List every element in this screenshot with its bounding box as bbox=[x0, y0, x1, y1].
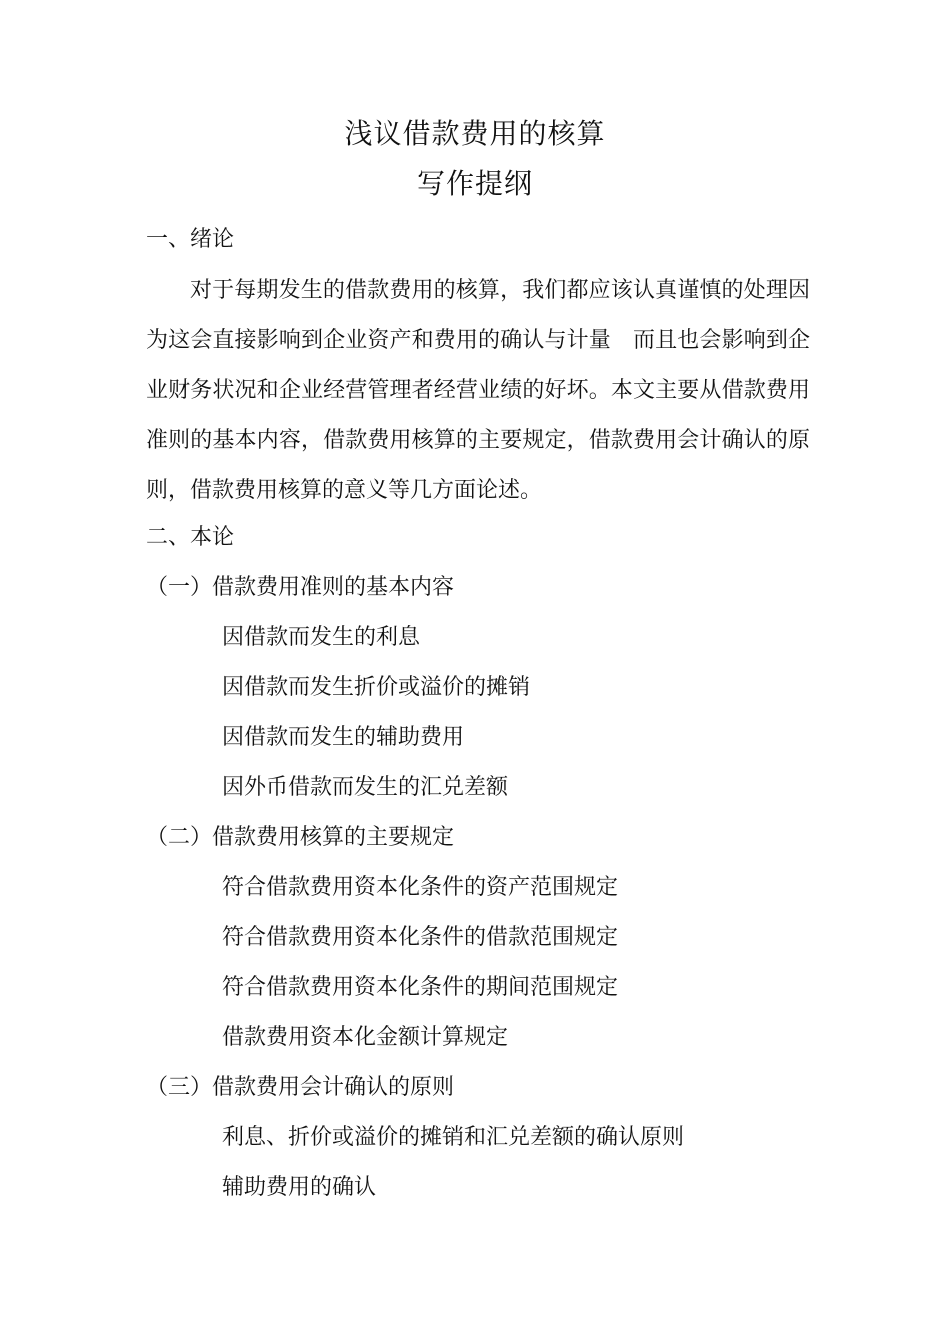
subsection-heading-1: （一）借款费用准则的基本内容 bbox=[146, 575, 455, 600]
subsection-heading-3: （三）借款费用会计确认的原则 bbox=[146, 1075, 455, 1100]
list-item: 利息、折价或溢价的摊销和汇兑差额的确认原则 bbox=[222, 1125, 685, 1150]
list-item: 因借款而发生的利息 bbox=[222, 625, 421, 650]
list-item: 符合借款费用资本化条件的期间范围规定 bbox=[222, 975, 619, 1000]
list-item: 符合借款费用资本化条件的借款范围规定 bbox=[222, 925, 619, 950]
list-item: 因借款而发生折价或溢价的摊销 bbox=[222, 675, 531, 700]
document-subtitle: 写作提纲 bbox=[416, 167, 533, 200]
section-heading-body: 二、本论 bbox=[146, 525, 235, 550]
document-title: 浅议借款费用的核算 bbox=[344, 117, 606, 150]
list-item: 借款费用资本化金额计算规定 bbox=[222, 1025, 509, 1050]
section-heading-introduction: 一、绪论 bbox=[146, 227, 235, 252]
list-item: 因外币借款而发生的汇兑差额 bbox=[222, 775, 509, 800]
introduction-paragraph: 对于每期发生的借款费用的核算，我们都应该认真谨慎的处理因为这会直接影响到企业资产和费用的确认与计量 而且也会影响到企业财务状况和企业经营管理者经营业绩的好坏。本文主要从借款费用准则的基本内容，借款费用核算的主要规定，借款费用会计确认的原则，借款费用核算的意义等几方面论述。 bbox=[146, 278, 810, 503]
subsection-heading-2: （二）借款费用核算的主要规定 bbox=[146, 825, 455, 850]
list-item: 符合借款费用资本化条件的资产范围规定 bbox=[222, 875, 619, 900]
list-item: 因借款而发生的辅助费用 bbox=[222, 725, 465, 750]
list-item: 辅助费用的确认 bbox=[222, 1175, 377, 1200]
